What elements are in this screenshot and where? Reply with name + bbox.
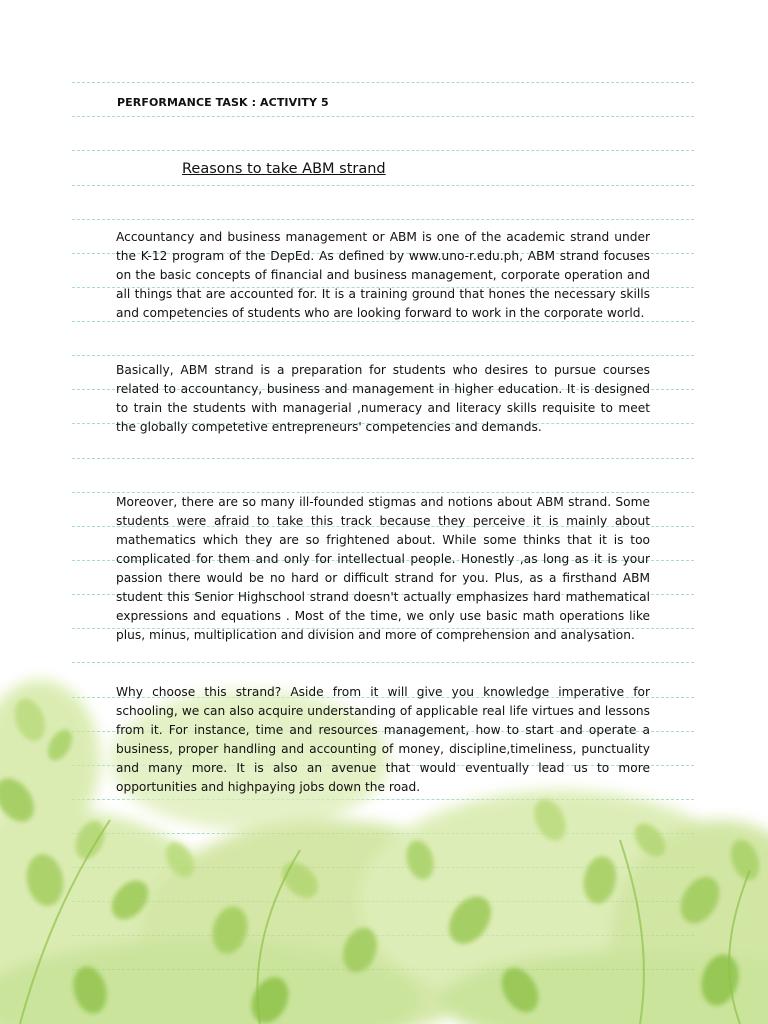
document-title: Reasons to take ABM strand — [182, 161, 386, 177]
paragraph-3: Moreover, there are so many ill-founded stigmas and notions about ABM strand. Some students were afraid to take this track because they perceive it is mainly about mathematics which they are so frightened about. While some thinks that it is too complicated for them and only for intellectual people. Honestly ,as long as it is your passion there would be no hard or difficult strand for you. Plus, as a firsthand ABM student this Senior Highschool strand doesn't actually emphasizes hard mathematical expressions and equations . Most of the time, we only use basic math operations like plus, minus, multiplication and division and more of comprehension and analysation. — [116, 495, 650, 642]
paragraph-4: Why choose this strand? Aside from it will give you knowledge imperative for schooling, we can also acquire understanding of applicable real life virtues and lessons from it. For instance, time and resources management, how to start and operate a business, proper handling and accounting of money, discipline,timeliness, punctuality and many more. It is also an avenue that would eventually lead us to more opportunities and highpaying jobs down the road. — [116, 685, 650, 794]
task-label: PERFORMANCE TASK : ACTIVITY 5 — [117, 96, 329, 109]
paragraph-1: Accountancy and business management or ABM is one of the academic strand under the K-12 program of the DepEd. As defined by www.uno-r.edu.ph, ABM strand focuses on the basic concepts of financial and business management, corporate operation and all things that are accounted for. It is a training ground that hones the necessary skills and competencies of students who are looking forward to work in the corporate world. — [116, 230, 650, 320]
paragraph-2: Basically, ABM strand is a preparation for students who desires to pursue courses related to accountancy, business and management in higher education. It is designed to train the students with managerial ,numeracy and literacy skills requisite to meet the globally competetive entrepreneurs' competencies and demands. — [116, 363, 650, 434]
